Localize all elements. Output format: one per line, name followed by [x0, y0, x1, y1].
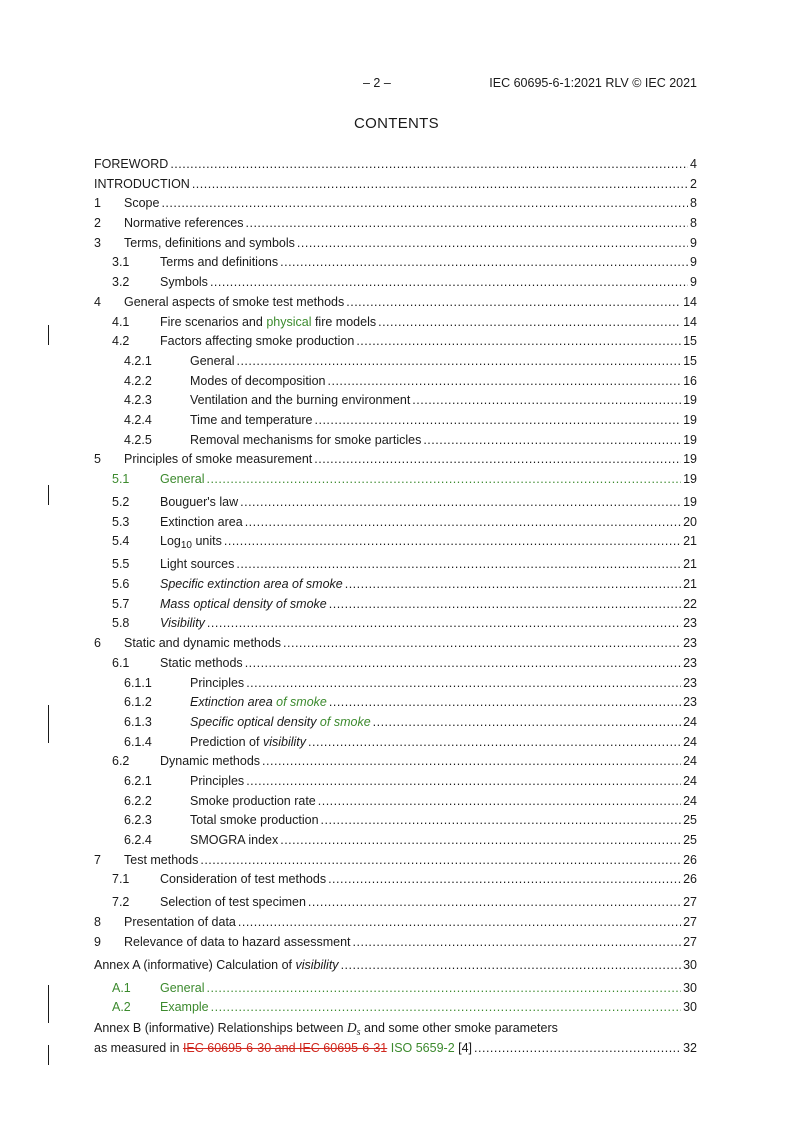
toc-entry-7-2[interactable]: 7.2 Selection of test specimen ..... 27 [94, 895, 697, 915]
toc-entry-6-1-1[interactable]: 6.1.1 Principles ..... 23 [94, 676, 697, 696]
toc-entry-5-2[interactable]: 5.2 Bouguer's law ..... 19 [94, 495, 697, 515]
toc-entry-6-2[interactable]: 6.2 Dynamic methods ..... 24 [94, 754, 697, 774]
toc-entry-5-6[interactable]: 5.6 Specific extinction area of smoke ..... 21 [94, 577, 697, 597]
document-reference: IEC 60695-6-1:2021 RLV © IEC 2021 [489, 76, 697, 90]
toc-entry-6-1-2[interactable]: 6.1.2 Extinction area of smoke ..... 23 [94, 695, 697, 715]
toc-entry-2[interactable]: 2 Normative references ..... 8 [94, 216, 697, 236]
toc-entry-5-8[interactable]: 5.8 Visibility ..... 23 [94, 616, 697, 636]
deleted-text: IEC 60695-6-30 and IEC 60695-6-31 [182, 1041, 388, 1056]
toc-entry-5-5[interactable]: 5.5 Light sources ..... 21 [94, 557, 697, 577]
toc-entry-3-2[interactable]: 3.2 Symbols ..... 9 [94, 275, 697, 295]
toc-entry-4-2[interactable]: 4.2 Factors affecting smoke production ..... 15 [94, 334, 697, 354]
page-number: – 2 – [363, 76, 391, 90]
change-bar-6-1-2-3 [48, 705, 49, 743]
toc-entry-4-2-3[interactable]: 4.2.3 Ventilation and the burning environment ..... 19 [94, 393, 697, 413]
toc-entry-6[interactable]: 6 Static and dynamic methods ..... 23 [94, 636, 697, 656]
inserted-text: physical [266, 314, 312, 329]
change-bar-a1-a2 [48, 985, 49, 1023]
toc-entry-introduction[interactable]: INTRODUCTION ..... 2 [94, 177, 697, 197]
toc-entry-a-2[interactable]: A.2 Example ..... 30 [94, 1000, 697, 1020]
toc-entry-5-7[interactable]: 5.7 Mass optical density of smoke ..... 22 [94, 597, 697, 617]
toc-entry-6-2-4[interactable]: 6.2.4 SMOGRA index ..... 25 [94, 833, 697, 853]
inserted-text: of smoke [272, 695, 327, 710]
inserted-text: ISO 5659-2 [387, 1041, 455, 1056]
toc-entry-6-1-4[interactable]: 6.1.4 Prediction of visibility ..... 24 [94, 735, 697, 755]
toc-entry-annex-b-line2[interactable]: as measured in IEC 60695-6-30 and IEC 60695-6-31 ISO 5659-2 [4] ..... 32 [94, 1041, 697, 1061]
toc-entry-foreword[interactable]: FOREWORD ..... 4 [94, 157, 697, 177]
toc-entry-8[interactable]: 8 Presentation of data ..... 27 [94, 915, 697, 935]
toc-entry-5-1[interactable]: 5.1 General ..... 19 [94, 472, 697, 495]
toc-entry-6-2-3[interactable]: 6.2.3 Total smoke production ..... 25 [94, 813, 697, 833]
toc-entry-4-2-4[interactable]: 4.2.4 Time and temperature ..... 19 [94, 413, 697, 433]
toc-entry-4-2-1[interactable]: 4.2.1 General ..... 15 [94, 354, 697, 374]
page-title: CONTENTS [354, 115, 439, 132]
toc-entry-3[interactable]: 3 Terms, definitions and symbols ..... 9 [94, 236, 697, 256]
table-of-contents [94, 157, 697, 1061]
toc-entry-5[interactable]: 5 Principles of smoke measurement ..... 19 [94, 452, 697, 472]
toc-entry-7-1[interactable]: 7.1 Consideration of test methods ..... 26 [94, 872, 697, 895]
toc-entry-4[interactable]: 4 General aspects of smoke test methods ..... 14 [94, 295, 697, 315]
toc-entry-6-1[interactable]: 6.1 Static methods ..... 23 [94, 656, 697, 676]
toc-entry-6-2-1[interactable]: 6.2.1 Principles ..... 24 [94, 774, 697, 794]
toc-entry-6-1-3[interactable]: 6.1.3 Specific optical density of smoke ..... 24 [94, 715, 697, 735]
toc-entry-4-2-2[interactable]: 4.2.2 Modes of decomposition ..... 16 [94, 374, 697, 394]
page-header [0, 76, 697, 90]
toc-entry-annex-b-line1[interactable]: Annex B (informative) Relationships between $D_s$ and some other smoke parameters [94, 1020, 558, 1039]
toc-entry-annex-a[interactable]: Annex A (informative) Calculation of visibility ..... 30 [94, 958, 697, 981]
toc-entry-9[interactable]: 9 Relevance of data to hazard assessment ..... 27 [94, 935, 697, 958]
toc-entry-1[interactable]: 1 Scope ..... 8 [94, 196, 697, 216]
toc-entry-4-2-5[interactable]: 4.2.5 Removal mechanisms for smoke particles ..... 19 [94, 433, 697, 453]
inserted-text: of smoke [316, 714, 371, 729]
toc-entry-4-1[interactable]: 4.1 Fire scenarios and physical fire models ..... 14 [94, 315, 697, 335]
change-bar-5-1 [48, 485, 49, 505]
toc-entry-6-2-2[interactable]: 6.2.2 Smoke production rate ..... 24 [94, 794, 697, 814]
toc-entry-5-3[interactable]: 5.3 Extinction area ..... 20 [94, 515, 697, 535]
toc-entry-7[interactable]: 7 Test methods ..... 26 [94, 853, 697, 873]
toc-entry-a-1[interactable]: A.1 General ..... 30 [94, 981, 697, 1001]
toc-entry-5-4[interactable]: 5.4 Log$_{10}$ units ..... 21 [94, 534, 697, 557]
toc-entry-3-1[interactable]: 3.1 Terms and definitions ..... 9 [94, 255, 697, 275]
change-bar-4-1 [48, 325, 49, 345]
change-bar-annex-b [48, 1045, 49, 1065]
